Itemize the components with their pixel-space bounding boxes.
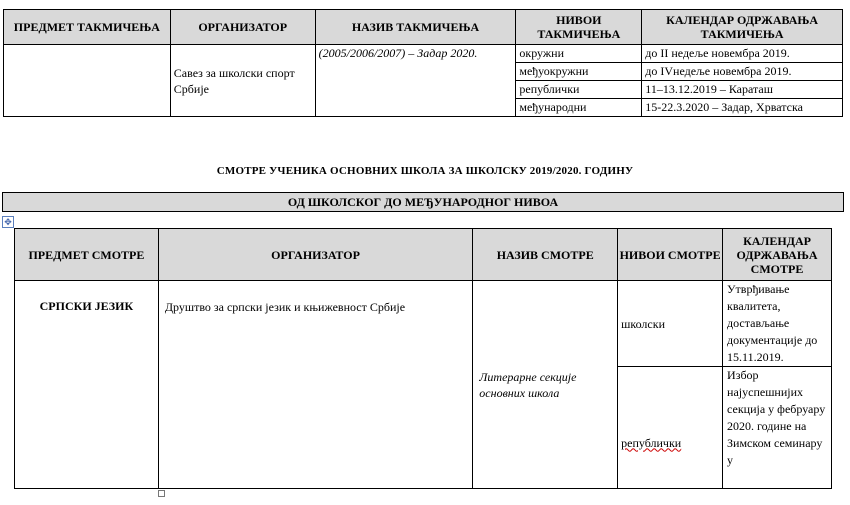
subject-cell: СРПСКИ ЈЕЗИК [15,281,159,489]
level-cell: републички [516,81,642,99]
competition-name-cell: (2005/2006/2007) – Задар 2020. [315,45,516,117]
level-cell: школски [618,281,723,367]
level-cell: окружни [516,45,642,63]
header-calendar: КАЛЕНДАР ОДРЖАВАЊА СМОТРЕ [723,229,832,281]
table-resize-handle[interactable] [158,490,165,497]
header-levels: НИВОИ СМОТРЕ [618,229,723,281]
section-title: СМОТРЕ УЧЕНИКА ОСНОВНИХ ШКОЛА ЗА ШКОЛСКУ 2019/2020. ГОДИНУ [216,165,634,177]
level-cell [618,367,723,489]
level-cell: међународни [516,99,642,117]
date-cell: Избор најуспешнијих секција у фебруару 2020. године на Зимском семинару у [723,367,832,489]
level-text: републички [621,435,682,450]
subject-cell [4,45,171,117]
organizer-cell: Друштво за српски језик и књижевност Србије [158,281,472,489]
date-cell: 11–13.12.2019 – Караташ [642,81,843,99]
organizer-cell: Савез за школски спорт Србије [170,45,315,117]
header-name: НАЗИВ ТАКМИЧЕЊА [315,10,516,45]
header-subject: ПРЕДМЕТ СМОТРЕ [15,229,159,281]
header-organizer: ОРГАНИЗАТОР [158,229,472,281]
header-levels: НИВОИ ТАКМИЧЕЊА [516,10,642,45]
date-cell: Утврђивање квалитета, достављање документације до 15.11.2019. [723,281,832,367]
review-name-cell: Литерарне секције основних школа [473,281,618,489]
review-table [14,228,832,489]
date-cell: 15-22.3.2020 – Задар, Хрватска [642,99,843,117]
header-subject: ПРЕДМЕТ ТАКМИЧЕЊА [4,10,171,45]
band-title: ОД ШКОЛСКОГ ДО МЕЂУНАРОДНОГ НИВОА [2,192,844,212]
date-cell: до IVнедеље новембра 2019. [642,63,843,81]
competition-table [3,9,843,117]
level-cell: међуокружни [516,63,642,81]
header-name: НАЗИВ СМОТРЕ [473,229,618,281]
table-move-handle-icon[interactable]: ✥ [2,216,14,228]
header-calendar: КАЛЕНДАР ОДРЖАВАЊА ТАКМИЧЕЊА [642,10,843,45]
header-organizer: ОРГАНИЗАТОР [170,10,315,45]
date-cell: до II недеље новембра 2019. [642,45,843,63]
